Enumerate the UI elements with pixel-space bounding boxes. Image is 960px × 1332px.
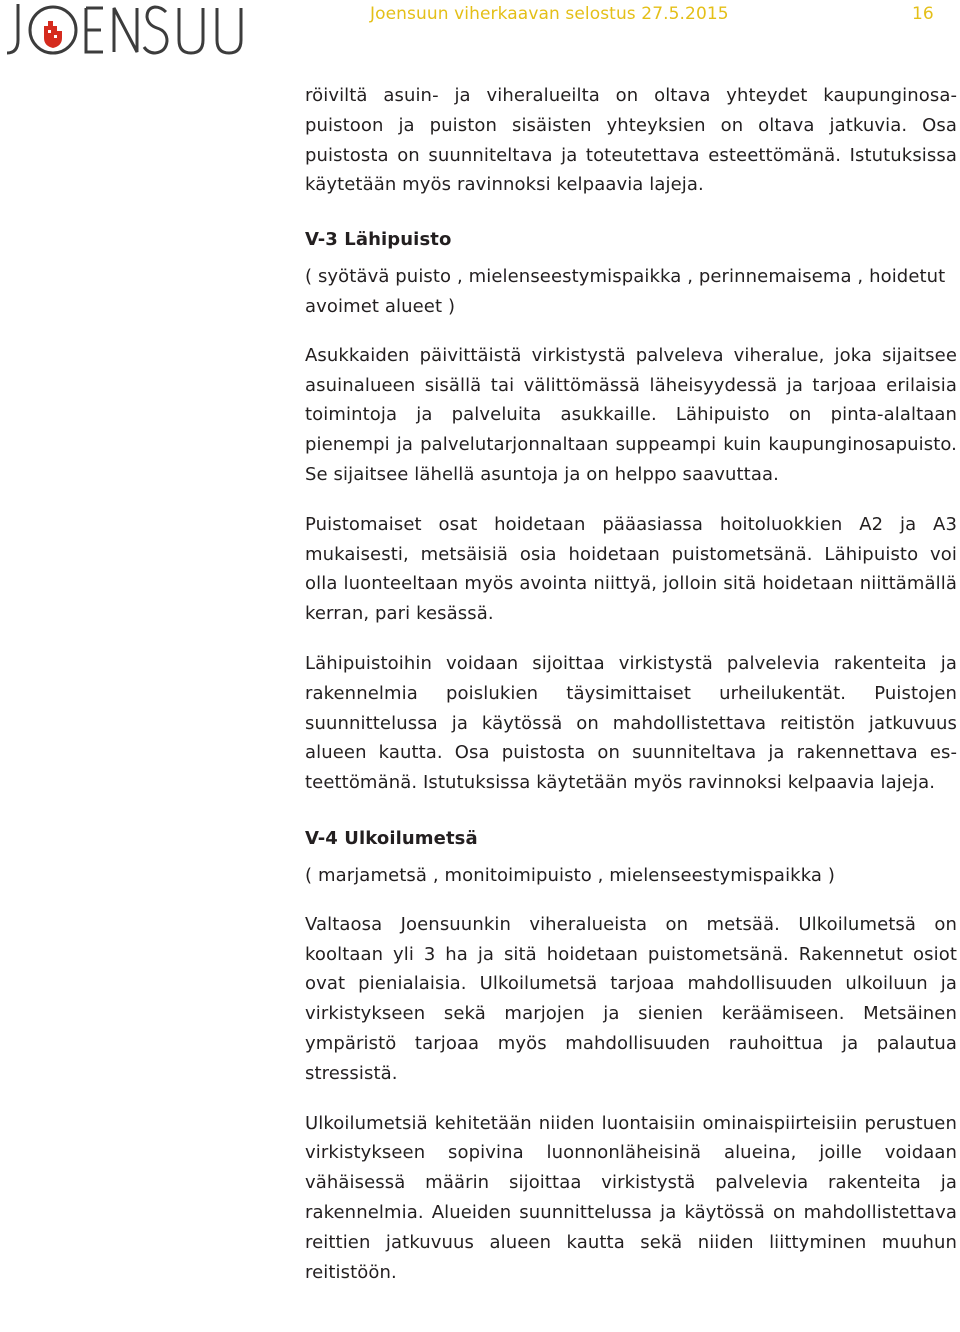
running-header-text: Joensuun viherkaavan selostus 27.5.2015 bbox=[370, 4, 729, 24]
page-number: 16 bbox=[912, 4, 934, 24]
v3-paragraph-2: Puistomaiset osat hoidetaan pääasiassa hoitoluokkien A2 ja A3 mukaisesti, metsäisiä osia hoidetaan puistometsänä. Lähipuisto voi olla luonteeltaan myös avointa niittyä, jolloin sitä hoidetaan niittämällä kerran, pari kesässä. bbox=[305, 513, 957, 625]
page-body bbox=[305, 81, 957, 1307]
v3-paragraph-3: Lähipuistoihin voidaan sijoittaa virkistystä palvelevia rakenteita ja rakennelmia poislukien täysimittaiset urheilukentät. Puistojen suunnittelussa ja käytössä on mahdollistettava reitistön jatkuvuus alueen kautta. Osa puistosta on suunniteltava ja rakennettava esteettömänä. Istutuksissa käytetään myös ravinnoksi kelpaavia lajeja. bbox=[305, 652, 957, 794]
v4-paragraph-1: Valtaosa Joensuunkin viheralueista on metsää. Ulkoilumetsä on kooltaan yli 3 ha ja sitä hoidetaan puistometsänä. Rakennetut osiot ovat pienialaisia. Ulkoilumetsä tarjoaa mahdollisuuden ulkoiluun ja virkistykseen sekä marjojen ja sienien keräämiseen. Metsäinen ympäristö tarjoaa myös mahdollisuuden rauhoittua ja palautua stressistä. bbox=[305, 913, 957, 1084]
intro-paragraph: röiviltä asuin- ja viheralueilta on oltava yhteydet kaupunginosapuistoon ja puiston sisäisten yhteyksien on oltava jatkuvia. Osa puistosta on suunniteltava ja toteutettava esteettömänä. Istutuksissa käytetään myös ravinnoksi kelpaavia lajeja. bbox=[305, 85, 957, 196]
v3-aliases: ( syötävä puisto , mielenseestymispaikka , perinnemaisema , hoidetut avoimet alueet ) bbox=[305, 266, 946, 317]
section-heading-v4: V-4 Ulkoilumetsä bbox=[305, 827, 478, 849]
v4-aliases: ( marjametsä , monitoimipuisto , mielenseestymispaikka ) bbox=[305, 864, 835, 886]
v3-paragraph-1: Asukkaiden päivittäistä virkistystä palveleva viheralue, joka sijaitsee asuinalueen sisällä tai välittömässä läheisyydessä ja tarjoaa erilaisia toimintoja ja palveluita asukkaille. Lähipuisto on pinta-alaltaan pienempi ja palvelutarjonnaltaan suppeampi kuin kaupunginosapuisto. Se sijaitsee lähellä asuntoja ja on helppo saavuttaa. bbox=[305, 344, 957, 485]
v4-paragraph-2: Ulkoilumetsiä kehitetään niiden luontaisiin ominaispiirteisiin perustuen virkistykseen sopivina luonnonläheisinä alueina, joille voidaan vähäisessä määrin sijoittaa virkistystä palvelevia rakenteita ja rakennelmia. Alueiden suunnittelussa ja käytössä on mahdollistettava reittien jatkuvuus alueen kautta sekä niiden liittyminen muuhun reitistöön. bbox=[305, 1112, 957, 1283]
joensuu-logo bbox=[4, 0, 248, 60]
joensuu-logo-graphic bbox=[4, 0, 248, 60]
running-header-title bbox=[370, 4, 729, 24]
section-heading-v3: V-3 Lähipuisto bbox=[305, 229, 452, 251]
